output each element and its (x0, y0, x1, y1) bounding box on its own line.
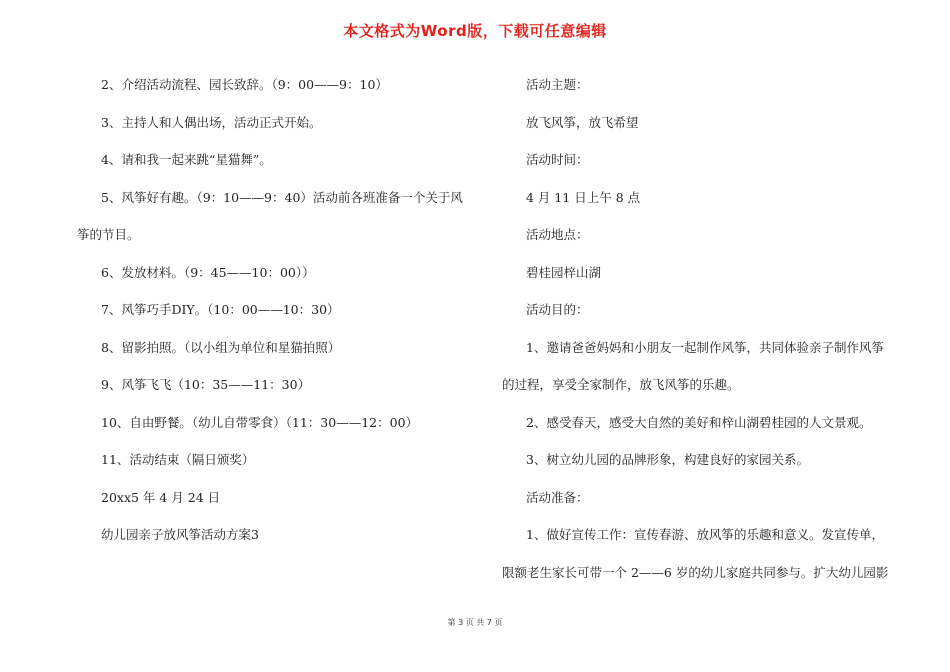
paragraph-line: 4 月 11 日上午 8 点 (526, 189, 641, 205)
paragraph-line: 10、自由野餐。（幼儿自带零食）（11：30——12：00） (101, 414, 419, 430)
paragraph-line: 2、介绍活动流程、园长致辞。（9：00——9：10） (101, 77, 388, 92)
paragraph-line: 活动主题： (526, 77, 589, 92)
paragraph-line: 的过程，享受全家制作，放飞风筝的乐趣。 (502, 377, 740, 392)
paragraph-line: 4、请和我一起来跳“星猫舞”。 (101, 152, 272, 167)
paragraph-line: 5、风筝好有趣。（9：10——9：40）活动前各班准备一个关于风 (101, 189, 463, 205)
paragraph-line: 幼儿园亲子放风筝活动方案3 (101, 527, 259, 542)
paragraph-line: 活动目的： (526, 302, 589, 317)
paragraph-line: 1、做好宣传工作：宣传春游、放风筝的乐趣和意义。发宣传单， (526, 527, 884, 542)
paragraph-line: 11、活动结束（隔日颁奖） (101, 452, 255, 467)
left-column (77, 66, 472, 554)
paragraph-line: 活动时间： (526, 152, 589, 167)
paragraph-line: 3、主持人和人偶出场，活动正式开始。 (101, 114, 322, 130)
paragraph-line: 放飞风筝，放飞希望 (526, 114, 639, 130)
right-column (502, 66, 892, 591)
paragraph-line: 活动准备： (526, 489, 589, 505)
paragraph-line: 20xx5 年 4 月 24 日 (101, 489, 221, 505)
paragraph-line: 7、风筝巧手DIY。（10：00——10：30） (101, 302, 340, 317)
page-footer: 第 3 页 共 7 页 (447, 618, 503, 627)
paragraph-line: 活动地点： (526, 227, 589, 242)
paragraph-line: 8、留影拍照。（以小组为单位和星猫拍照） (101, 339, 341, 355)
paragraph-line: 2、感受春天，感受大自然的美好和梓山湖碧桂园的人文景观。 (526, 414, 872, 430)
paragraph-line: 6、发放材料。（9：45——10：00）） (101, 264, 315, 280)
paragraph-line: 碧桂园梓山湖 (526, 264, 602, 280)
page-header-title: 本文格式为Word版，下载可任意编辑 (343, 22, 607, 40)
paragraph-line: 筝的节目。 (77, 227, 140, 242)
paragraph-line: 9、风筝飞飞（10：35——11：30） (101, 377, 311, 392)
paragraph-line: 限额老生家长可带一个 2——6 岁的幼儿家庭共同参与。扩大幼儿园影 (502, 564, 889, 580)
paragraph-line: 1、邀请爸爸妈妈和小朋友一起制作风筝，共同体验亲子制作风筝 (526, 339, 884, 355)
paragraph-line: 3、树立幼儿园的品牌形象，构建良好的家园关系。 (526, 452, 809, 467)
